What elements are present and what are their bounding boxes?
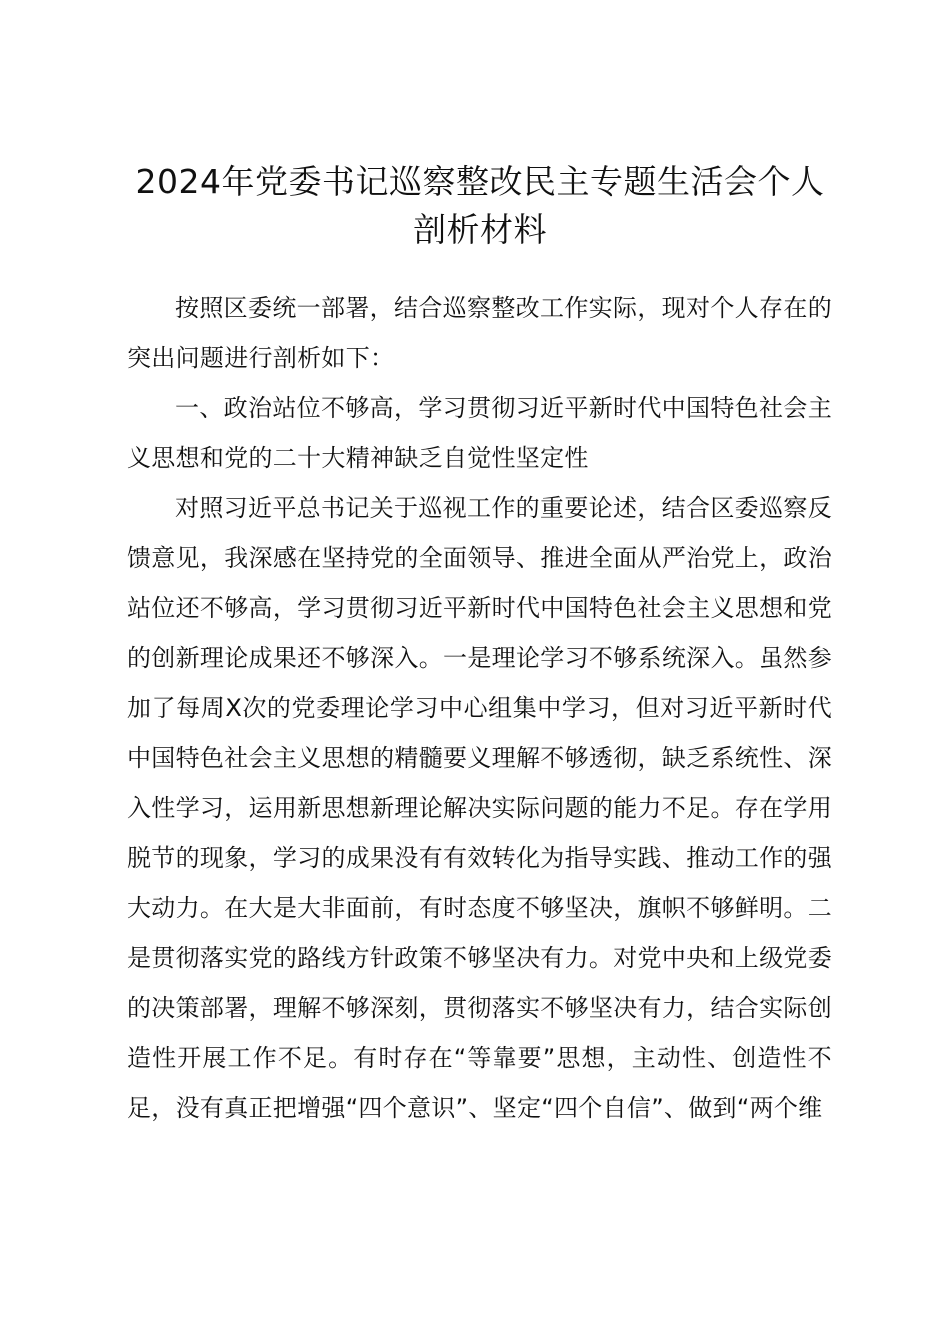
section-heading-1: 一、政治站位不够高，学习贯彻习近平新时代中国特色社会主义思想和党的二十大精神缺乏自觉性坚定性 — [127, 394, 832, 472]
intro-paragraph: 按照区委统一部署，结合巡察整改工作实际，现对个人存在的突出问题进行剖析如下： — [127, 294, 832, 372]
document-body — [127, 283, 832, 1133]
document-title: 2024年党委书记巡察整改民主专题生活会个人剖析材料 — [135, 162, 825, 249]
body-paragraph: 对照习近平总书记关于巡视工作的重要论述，结合区委巡察反馈意见，我深感在坚持党的全面领导、推进全面从严治党上，政治站位还不够高，学习贯彻习近平新时代中国特色社会主义思想和党的创新理论成果还不够深入。一是理论学习不够系统深入。虽然参加了每周X次的党委理论学习中心组集中学习，但对习近平新时代中国特色社会主义思想的精髓要义理解不够透彻，缺乏系统性、深入性学习，运用新思想新理论解决实际问题的能力不足。存在学用脱节的现象，学习的成果没有有效转化为指导实践、推动工作的强大动力。在大是大非面前，有时态度不够坚决，旗帜不够鲜明。二是贯彻落实党的路线方针政策不够坚决有力。对党中央和上级党委的决策部署，理解不够深刻，贯彻落实不够坚决有力，结合实际创造性开展工作不足。有时存在“等靠要”思想，主动性、创造性不足，没有真正把增强“四个意识”、坚定“四个自信”、做到“两个维 — [127, 494, 832, 1122]
